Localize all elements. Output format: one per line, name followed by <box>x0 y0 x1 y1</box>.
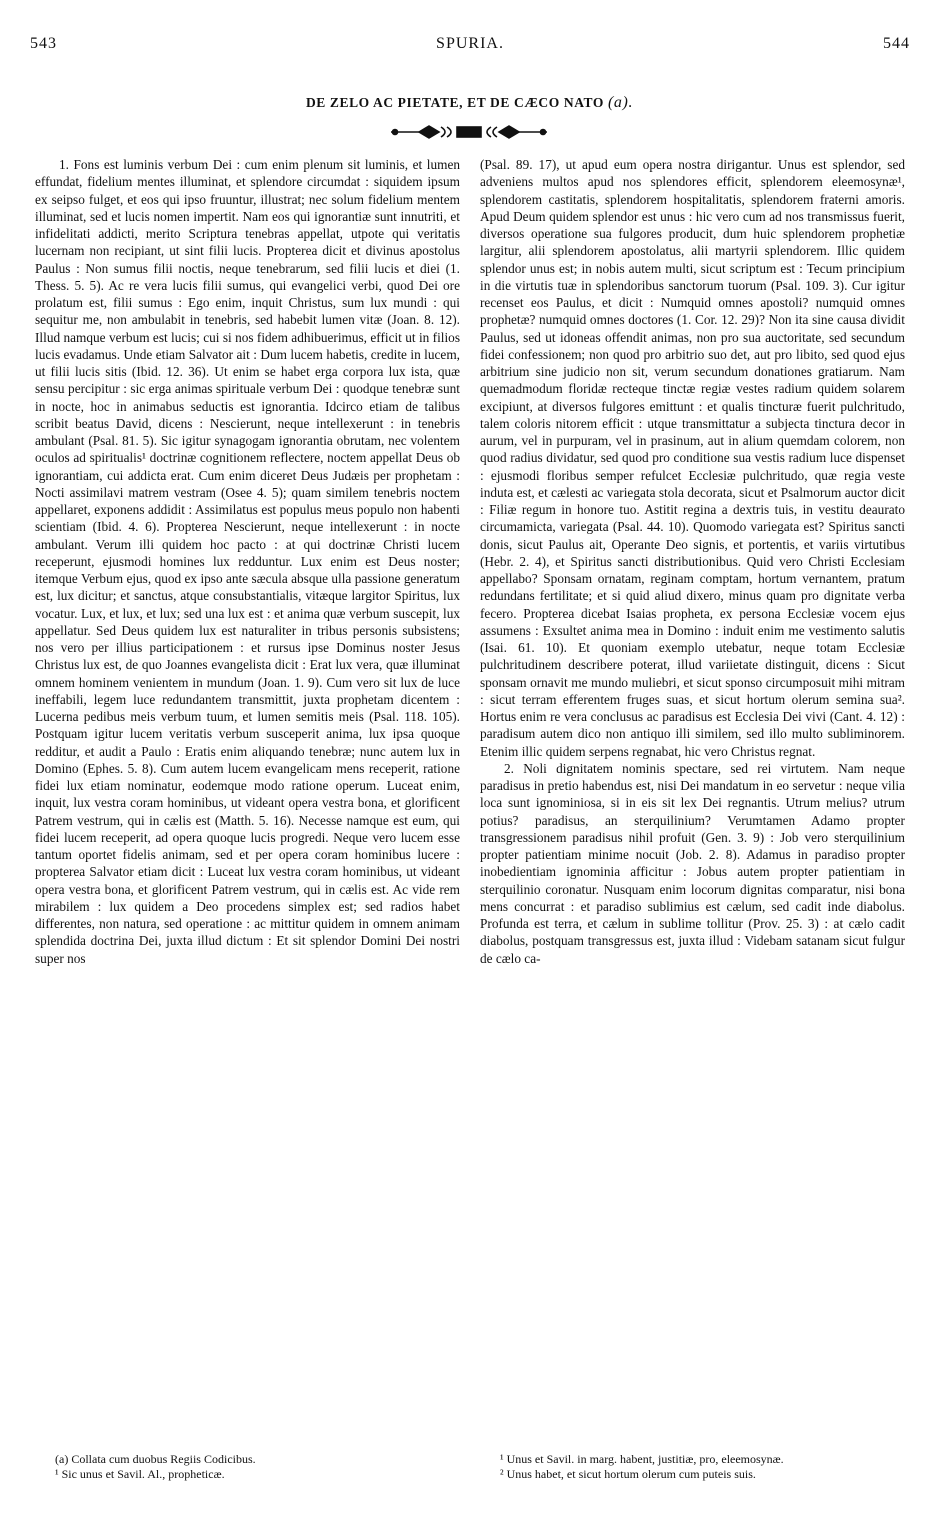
footnote-1-right: ¹ Unus et Savil. in marg. habent, justitiæ, pro, eleemosynæ. <box>500 1452 784 1466</box>
paragraph-1-continued: (Psal. 89. 17), ut apud eum opera nostra dirigantur. Unus est splendor, sed adveniens multos apud nos splendores efficit, splendorem eleemosynæ¹, splendorem castitatis, splendorem hospitalitatis, splendorem fraterni amoris. Apud Deum quidem splendor est unus : hic vero cum ad nos transmissus fuerit, diversos operatione sua fulgores producit, dum huic splendorem prophetiæ largitur, alii splendorem apostolatus, alii martyrii splendorem. Illic quidem splendor unus est; in nobis autem multi, sicut scriptum est : Tecum principium in die virtutis tuæ in splendoribus sanctorum tuorum (Psal. 109. 3). Cur igitur recenset eos Paulus, et dicit : Numquid omnes apostoli? numquid omnes prophetæ? numquid omnes doctores (1. Cor. 12. 29)? Non ita sine causa dividit Paulus, sed ut idoneas offendit animas, non pro sua auctoritate, sed secundum fidei confessionem; non quod pro arbitrio suo det, aut pro libito, sed quod ejus arbitrium sine judicio non sit, verum secundum donationes gratiarum. Nam quemadmodum floridæ recteque tinctæ regiæ vestes radium quidem solarem excipiunt, at diversos fulgores emittunt : et qualis tincturæ fuerit pulchritudo, talem coloris nitorem efficit : utque transmittatur a subjecta tinctura decor in aurum, vel in purpuram, vel in prasinum, aut in alium quemdam colorem, non quod radius dividatur, sed quod pro conditione sua vestis radium luce dispenset : ejusmodi floribus semper refulcet Ecclesiæ pulchritudo, quæ regia veste induta est, et cælesti ac variegata stola decorata, sicut et Psalmorum auctor dicit : Filiæ regum in honore tuo. Astitit regina a dextris tuis, in vestitu deaurato circumamicta, variegata (Psal. 44. 10). Quomodo variegata est? Spiritus sancti donis, sicut Paulus ait, Operante Deo signis, et portentis, et variis virtutibus (Hebr. 2. 4), et Spiritus sancti distributionibus. Quid vero Christi Ecclesiam appellabo? Sponsam ornatam, reginam comptam, hortum vernantem, pratum redundans fertilitate; et si quid aliud dixero, minus quam pro dignitate verba fecero. Propterea dicebat Isaias propheta, ex persona Ecclesiæ vocem ejus assumens : Exsultet anima mea in Domino : induit enim me vestimento salutis (Isai. 61. 10). Et quoniam exemplo utebatur, neque totam Ecclesiæ pulchritudinem describere poterat, illud variietate distinguit, dicens : Sicut sponsam ornavit me mundo muliebri, et sicut sponso circumposuit mihi mitram : sicut terram efferentem fruges suas, et sicut hortum olerum semina sua². Hortus enim re vera conclusus ac paradisus est Ecclesia Dei vivi (Cant. 4. 12) : paradisum autem dico non antiquo illi similem, sed illo multo subliminorem. Etenim illic quidem serpens regnabat, hic vero Christus regnat. <box>480 157 905 759</box>
page-number-right: 544 <box>883 35 910 52</box>
running-header <box>30 35 910 57</box>
decorative-ornament <box>389 122 549 142</box>
right-column <box>480 156 905 967</box>
footnote-a: (a) Collata cum duobus Regiis Codicibus. <box>55 1452 256 1466</box>
article-title <box>0 94 939 112</box>
left-column <box>35 156 460 967</box>
article-title-text: DE ZELO AC PIETATE, ET DE CÆCO NATO <box>305 95 604 110</box>
section-title: SPURIA. <box>436 35 504 52</box>
footnote-1-left: ¹ Sic unus et Savil. Al., propheticæ. <box>55 1467 225 1481</box>
title-note-mark: (a). <box>607 94 634 111</box>
footnotes-left <box>35 1452 460 1482</box>
footnote-2-right: ² Unus habet, et sicut hortum olerum cum puteis suis. <box>500 1467 756 1481</box>
footnotes-right <box>480 1452 905 1482</box>
paragraph-1: 1. Fons est luminis verbum Dei : cum enim plenum sit luminis, et lumen effundat, fidelium mentes illuminat, et splendore circumdat : siquidem ipsum ex seipso fulget, et eos qui ipso fruuntur, illustrat; nec solum fidelium mentem illuminat, sed et lucis nomen impertit. Nam eos qui ignorantiæ sunt innutriti, et infidelitati addicti, merito Scriptura tenebras appellat, utpote qui veritatis lucernam non recipiant, ut sint filii lucis. Propterea dicit et divinus apostolus Paulus : Non sumus filii noctis, neque tenebrarum, sed filii lucis et diei (1. Thess. 5. 5). Ac re vera lucis filii sumus, qui evangelici verbi, quod Dei ore prolatum est, filii sumus : Ego enim, inquit Christus, sum lux mundi : qui sequitur me, non ambulabit in tenebris, sed habebit lumen vitæ (Joan. 8. 12). Illud namque verbum est lucis; cui si nos fidem adhibuerimus, efficit ut in filios lucis evadamus. Unde etiam Salvator ait : Dum lucem habetis, credite in lucem, ut filii lucis sitis (Ibid. 12. 36). Ut enim se habet erga corpora lux ista, quæ sensu percipitur : sic erga animas spirituale verbum Dei : quodque tenebræ sunt in nocte, hoc in animabus seductis est ignorantia. Idcirco etiam de talibus scribit beatus David, dicens : Nescierunt, neque intellexerunt : in tenebris ambulant (Psal. 81. 5). Sic igitur synagogam ignorantia obrutam, nec volentem oculos ad spiritualis¹ doctrinæ cognitionem reflectere, noctem appellat Deus ob ignorantiam, cui addicta erat. Cum enim diceret Deus Judæis per prophetam : Nocti assimilavi matrem vestram (Osee 4. 5); quam similem tenebris noctem appellaret, exponens addidit : Assimilatus est populus meus populo non habenti scientiam (Ibid. 4. 6). Propterea Nescierunt, neque intellexerunt : in nocte ambulant. Verum illi quidem hoc pacto : at qui doctrinæ Christi lucem receperunt, ejusmodi homines lux redduntur. Lux enim est Deus noster; itemque Verbum ejus, quod ex ipso ante sæcula absque ulla passione generatum est, lux dicitur; et sanctus, atque consubstantialis, vitæque largitor Spiritus, lux vocatur. Lux, et lux, et lux; sed una lux est : et anima quæ verbum suscepit, lux appellatur. Sed Deus quidem lux est naturaliter in tribus personis subsistens; nos vero per illius participationem : et rursus ipse Dominus noster Jesus Christus lux est, de quo Joannes evangelista dicit : Erat lux vera, quæ illuminat omnem hominem venientem in mundum (Joan. 1. 9). Cum vero sit lux de luce ineffabili, legem luce redundantem transmittit, juxta prophetam dicentem : Lucerna pedibus meis verbum tuum, et lumen semitis meis (Psal. 118. 105). Postquam igitur lucem veritatis verbum susceperit anima, lux ipsa quoque redditur, et audit a Paulo : Eratis enim aliquando tenebræ; nunc autem lux in Domino (Ephes. 5. 8). Cum autem lucem evangelicam mens receperit, ratione fidei lux etiam nominatur, eodemque modo ratione operum. Luceat enim, inquit, lux vestra coram hominibus, ut videant opera vestra bona, et glorificent Patrem vestrum, qui in cælis est (Matth. 5. 16). Necesse namque est eum, qui fidei lucem receperit, ad opera quoque lucis progredi. Neque vero lucem esse tantum oportet fidelis animam, sed et per opera coram hominibus lucere : propterea Salvator etiam dicit : Luceat lux vestra coram hominibus, ut videant opera vestra bona, et glorificent Patrem vestrum, qui in cælis est. Ac vide rem mirabilem : lux quidem a Deo procedens simplex est; sed radios habet differentes, non natura, sed operatione : ac mittitur quidem in omnem animam splendida doctrina Dei, juxta illud dictum : Et sit splendor Domini Dei nostri super nos <box>35 157 460 966</box>
page-number-left: 543 <box>30 35 57 52</box>
paragraph-2: 2. Noli dignitatem nominis spectare, sed rei virtutem. Nam neque paradisus in pretio habendus est, nisi Dei mandatum in eo servetur : neque vilia loca sunt ignominiosa, si in eis sit lex Dei regnantis. Utrum melius? utrum potius? paradisus, an sterquilinium? Verumtamen Adamo propter transgressionem paradisus nihil profuit (Gen. 3. 9) : Job vero sterquilinium propter patientiam minime nocuit (Job. 2. 8). Adamus in paradiso propter inobedientiam ignominia afficitur : Jobus autem propter patientiam in sterquilinio coronatur. Nusquam enim locorum dignitas comparatur, nisi bona mens concurrat : et paradiso sublimius est cælum, sed cadit inde diabolus. Profunda est terra, et cælum in sublime tollitur (Prov. 25. 3) : at cælo cadit diabolus, postquam transgressus est, juxta illud : Videbam satanam sicut fulgur de cælo ca- <box>480 760 905 966</box>
